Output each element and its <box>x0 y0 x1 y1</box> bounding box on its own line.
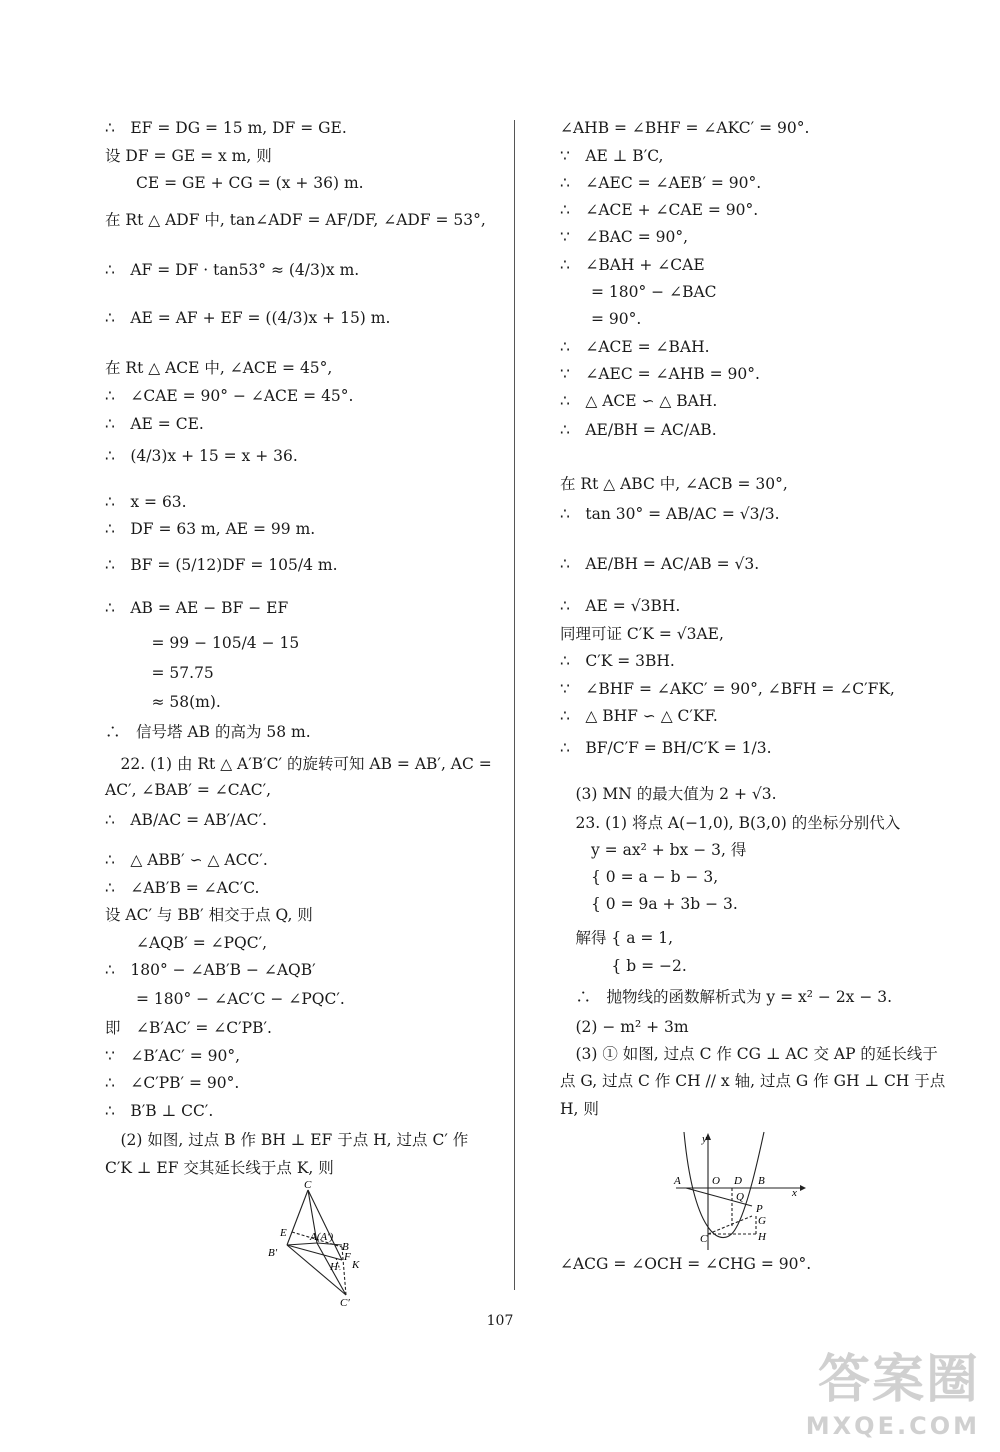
left-line: ∠AQB′ = ∠PQC′, <box>105 934 268 952</box>
fig-left-label: K <box>352 1259 360 1271</box>
left-line: AC′, ∠BAB′ = ∠CAC′, <box>105 781 272 799</box>
left-line: ∴ AE = CE. <box>105 415 204 433</box>
left-line: CE = GE + CG = (x + 36) m. <box>105 174 364 192</box>
watermark-logo-text: 答案圈 <box>817 1350 980 1410</box>
fig-right-label: H <box>758 1231 766 1243</box>
right-line: ∴ ∠ACE + ∠CAE = 90°. <box>560 201 759 219</box>
right-line: = 90°. <box>560 310 642 328</box>
right-line: ∴ ∠ACE = ∠BAH. <box>560 338 710 356</box>
right-line: ∵ AE ⊥ B′C, <box>560 147 664 165</box>
fig-left-label: B′ <box>268 1247 278 1259</box>
right-line: (3) ① 如图, 过点 C 作 CG ⊥ AC 交 AP 的延长线于 <box>560 1045 938 1063</box>
right-line: ∴ 抛物线的函数解析式为 y = x² − 2x − 3. <box>560 988 893 1006</box>
right-line: ∠ACG = ∠OCH = ∠CHG = 90°. <box>560 1255 812 1273</box>
fig-left-label: A(A′) <box>310 1231 334 1243</box>
right-line: ∴ ∠BAH + ∠CAE <box>560 256 705 274</box>
fig-left-label: F <box>344 1251 351 1263</box>
fig-right-label: G <box>758 1215 766 1227</box>
right-line: 在 Rt △ ABC 中, ∠ACB = 30°, <box>560 475 788 493</box>
left-line: = 180° − ∠AC′C − ∠PQC′. <box>105 990 345 1008</box>
left-line: C′K ⊥ EF 交其延长线于点 K, 则 <box>105 1159 334 1177</box>
left-line: ∴ BF = (5/12)DF = 105/4 m. <box>105 556 338 574</box>
left-line: 即 ∠B′AC′ = ∠C′PB′. <box>105 1019 272 1037</box>
column-divider <box>514 120 515 1290</box>
left-line: ∴ DF = 63 m, AE = 99 m. <box>105 520 316 538</box>
fig-right-label: B <box>758 1175 765 1187</box>
page-number: 107 <box>486 1313 514 1329</box>
left-line: ∴ 信号塔 AB 的高为 58 m. <box>105 723 311 741</box>
right-line: ∵ ∠BHF = ∠AKC′ = 90°, ∠BFH = ∠C′FK, <box>560 680 895 698</box>
right-line: ∴ tan 30° = AB/AC = √3/3. <box>560 505 780 523</box>
left-line: ∴ (4/3)x + 15 = x + 36. <box>105 447 298 465</box>
left-line: 在 Rt △ ADF 中, tan∠ADF = AF/DF, ∠ADF = 53°, <box>105 211 486 229</box>
right-line: ∴ AE/BH = AC/AB. <box>560 421 717 439</box>
left-line: ∴ B′B ⊥ CC′. <box>105 1102 214 1120</box>
right-line: ∵ ∠AEC = ∠AHB = 90°. <box>560 365 760 383</box>
left-line: ∴ AB = AE − BF − EF <box>105 599 289 617</box>
left-line: ∴ ∠AB′B = ∠AC′C. <box>105 879 260 897</box>
right-line: ∴ BF/C′F = BH/C′K = 1/3. <box>560 739 772 757</box>
left-line: = 99 − 105/4 − 15 <box>105 634 300 652</box>
right-line: ∴ C′K = 3BH. <box>560 652 675 670</box>
right-line: { b = −2. <box>560 957 687 975</box>
right-line: ∴ △ ACE ∽ △ BAH. <box>560 392 718 410</box>
left-line: ∴ △ ABB′ ∽ △ ACC′. <box>105 851 268 869</box>
right-line: { 0 = a − b − 3, <box>560 868 719 886</box>
left-line: ∴ ∠CAE = 90° − ∠ACE = 45°. <box>105 387 354 405</box>
left-line: 22. (1) 由 Rt △ A′B′C′ 的旋转可知 AB = AB′, AC = <box>105 755 492 773</box>
right-line: ∠AHB = ∠BHF = ∠AKC′ = 90°. <box>560 119 810 137</box>
right-line: 同理可证 C′K = √3AE, <box>560 625 724 643</box>
left-line: = 57.75 <box>105 664 214 682</box>
left-line: ∴ AF = DF · tan53° ≈ (4/3)x m. <box>105 261 360 279</box>
left-line: 在 Rt △ ACE 中, ∠ACE = 45°, <box>105 359 333 377</box>
left-line: ∴ AB/AC = AB′/AC′. <box>105 811 267 829</box>
right-line: = 180° − ∠BAC <box>560 283 717 301</box>
fig-right-label: x <box>792 1187 797 1199</box>
fig-right-label: A <box>674 1175 681 1187</box>
left-line: 设 DF = GE = x m, 则 <box>105 147 272 165</box>
fig-left-label: E <box>280 1227 287 1239</box>
fig-right-label: y <box>702 1133 707 1145</box>
left-line: 设 AC′ 与 BB′ 相交于点 Q, 则 <box>105 906 313 924</box>
right-line: ∴ △ BHF ∽ △ C′KF. <box>560 707 718 725</box>
right-line: (2) − m² + 3m <box>560 1018 689 1036</box>
right-line: y = ax² + bx − 3, 得 <box>560 841 747 859</box>
right-line: { 0 = 9a + 3b − 3. <box>560 895 738 913</box>
right-line: 点 G, 过点 C 作 CH // x 轴, 过点 G 作 GH ⊥ CH 于点 <box>560 1072 946 1090</box>
figure-parabola <box>672 1130 812 1260</box>
fig-right-label: P <box>756 1203 763 1215</box>
left-line: ∴ EF = DG = 15 m, DF = GE. <box>105 119 347 137</box>
fig-right-label: Q <box>736 1191 744 1203</box>
right-line: H, 则 <box>560 1100 599 1118</box>
watermark <box>806 1337 980 1440</box>
fig-left-label: C′ <box>340 1297 350 1309</box>
fig-right-label: O <box>712 1175 720 1187</box>
fig-right-label: C <box>700 1233 708 1245</box>
left-line: (2) 如图, 过点 B 作 BH ⊥ EF 于点 H, 过点 C′ 作 <box>105 1131 469 1149</box>
right-line: (3) MN 的最大值为 2 + √3. <box>560 785 777 803</box>
right-line: ∴ ∠AEC = ∠AEB′ = 90°. <box>560 174 762 192</box>
fig-left-label: B <box>342 1241 349 1253</box>
left-line: ∵ ∠B′AC′ = 90°, <box>105 1047 241 1065</box>
left-line: ∴ AE = AF + EF = ((4/3)x + 15) m. <box>105 309 391 327</box>
right-line: ∵ ∠BAC = 90°, <box>560 228 689 246</box>
figure-rotation-triangles <box>262 1180 382 1310</box>
watermark-url: MXQE.COM <box>805 1412 980 1440</box>
fig-left-label: C <box>304 1180 312 1191</box>
right-line: ∴ AE/BH = AC/AB = √3. <box>560 555 760 573</box>
fig-right-label: D <box>734 1175 742 1187</box>
right-line: ∴ AE = √3BH. <box>560 597 681 615</box>
left-line: ∴ x = 63. <box>105 493 187 511</box>
right-line: 解得 { a = 1, <box>560 929 674 947</box>
left-line: ≈ 58(m). <box>105 693 221 711</box>
right-line: 23. (1) 将点 A(−1,0), B(3,0) 的坐标分别代入 <box>560 814 901 832</box>
fig-left-label: H <box>330 1261 338 1273</box>
left-line: ∴ 180° − ∠AB′B − ∠AQB′ <box>105 961 316 979</box>
left-line: ∴ ∠C′PB′ = 90°. <box>105 1074 240 1092</box>
